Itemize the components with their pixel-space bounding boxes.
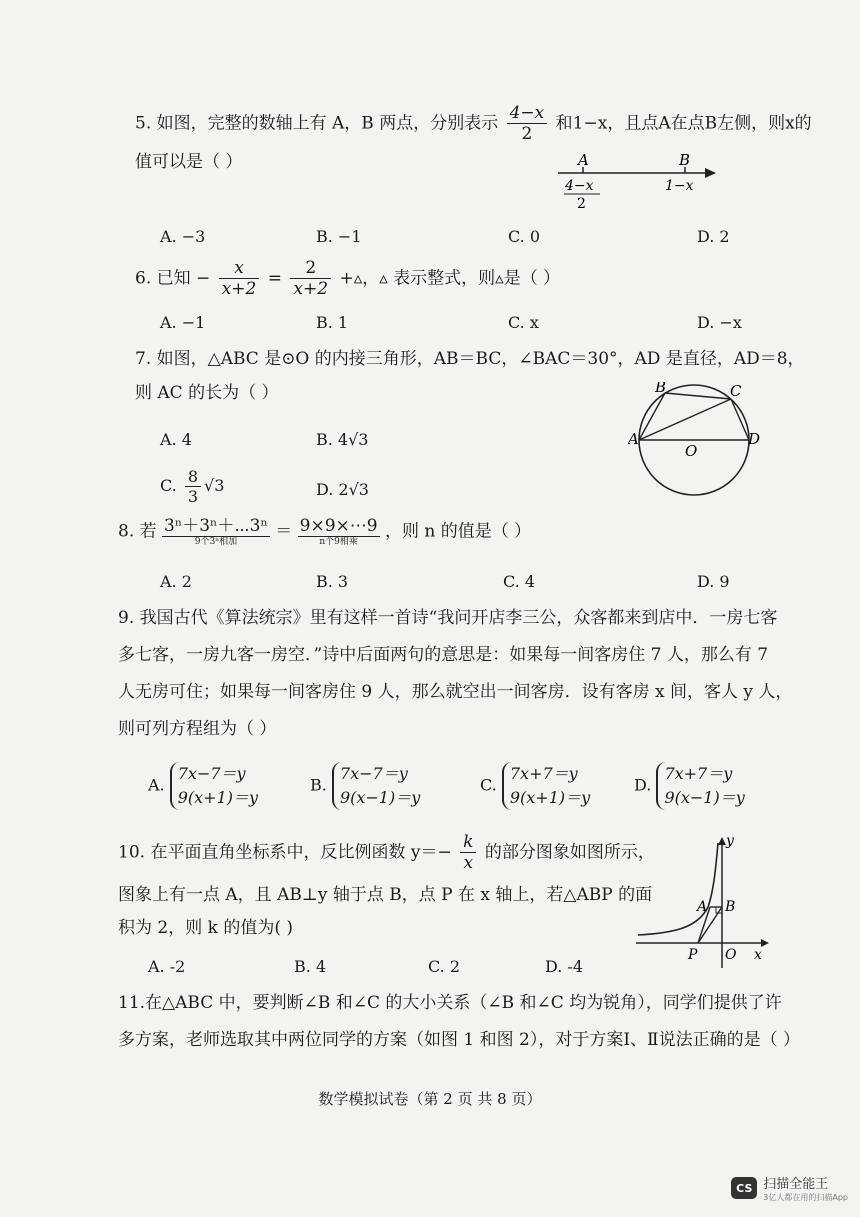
q7-fig-C: C bbox=[730, 382, 742, 400]
camscanner-logo-icon: CS bbox=[731, 1177, 757, 1199]
q5-fig-label-B: B bbox=[679, 151, 691, 169]
q5-fig-label-B-value: 1−x bbox=[665, 178, 694, 194]
q5-option-b[interactable]: B. −1 bbox=[316, 227, 362, 246]
q6-stem: 6. 已知 − $\frac{x}{x+2}$ = $\frac{2}{x+2}$ +▵，▵ 表示整式，则▵是（ ） bbox=[135, 258, 561, 300]
q10-fraction: $\frac{k}{x}$ bbox=[460, 832, 476, 874]
q7-line2: 则 AC 的长为（ ） bbox=[135, 383, 279, 403]
q5-fraction: $\frac{4-x}{2}$ bbox=[507, 103, 548, 145]
scanner-watermark bbox=[731, 1173, 848, 1203]
q5-line1: 5. 如图，完整的数轴上有 A，B 两点，分别表示 $\frac{4-x}{2}$ 和1−x，且点A在点B左侧，则x的 bbox=[135, 103, 812, 145]
q7-option-c[interactable]: C. $\frac{8}{3}$ √3 bbox=[160, 467, 225, 506]
q8-option-d[interactable]: D. 9 bbox=[697, 572, 730, 591]
q7-fig-B: B bbox=[655, 382, 667, 396]
q10-fig-P: P bbox=[688, 947, 698, 963]
q8-brace-2: 9×9×⋯9 n个9相乘 bbox=[299, 516, 378, 548]
q5-line2: 值可以是（ ） bbox=[135, 152, 243, 172]
q10-option-b[interactable]: B. 4 bbox=[294, 957, 327, 976]
q10-fig-B: B bbox=[725, 899, 736, 915]
q6-fraction-2: $\frac{2}{x+2}$ bbox=[290, 258, 331, 300]
q10-fig-O: O bbox=[725, 947, 737, 963]
q8-option-b[interactable]: B. 3 bbox=[316, 572, 349, 591]
q5-option-d[interactable]: D. 2 bbox=[697, 227, 730, 246]
q5-fig-label-A-den: 2 bbox=[577, 196, 586, 212]
q10-line2: 图象上有一点 A，且 AB⊥y 轴于点 B，点 P 在 x 轴上，若△ABP 的面 bbox=[118, 885, 653, 905]
q8-option-c[interactable]: C. 4 bbox=[503, 572, 536, 591]
q10-fig-x: x bbox=[754, 947, 762, 963]
q9-option-d[interactable]: D. 7x+7＝y 9(x−1)＝y bbox=[634, 762, 745, 810]
q10-fig-A: A bbox=[697, 899, 708, 915]
q6-option-d[interactable]: D. −x bbox=[697, 313, 742, 332]
q9-line4: 则可列方程组为（ ） bbox=[118, 719, 277, 739]
q7-circle-figure bbox=[628, 382, 768, 512]
q5-option-a[interactable]: A. −3 bbox=[160, 227, 206, 246]
q10-fig-y: y bbox=[726, 835, 734, 849]
q6-option-a[interactable]: A. −1 bbox=[160, 313, 206, 332]
page-footer: 数学模拟试卷（第 2 页 共 8 页） bbox=[318, 1090, 542, 1108]
watermark-subtitle: 3亿人都在用的扫描App bbox=[763, 1193, 848, 1202]
q8-stem: 8. 若 3ⁿ＋3ⁿ＋⋯3ⁿ 9个3ⁿ相加 ＝ 9×9×⋯9 n个9相乘 ，则 n 的值是（ ） bbox=[118, 516, 532, 548]
q8-option-a[interactable]: A. 2 bbox=[160, 572, 192, 591]
q5-number-line-figure bbox=[550, 150, 720, 215]
q9-option-b[interactable]: B. 7x−7＝y 9(x−1)＝y bbox=[310, 762, 420, 810]
q7-option-b[interactable]: B. 4√3 bbox=[316, 430, 369, 449]
q10-graph-figure bbox=[636, 835, 771, 970]
q5-option-c[interactable]: C. 0 bbox=[508, 227, 541, 246]
q7-fig-A: A bbox=[628, 430, 639, 448]
q7-line1: 7. 如图，△ABC 是⊙O 的内接三角形，AB＝BC，∠BAC＝30°，AD 是直径，AD＝8， bbox=[135, 349, 805, 369]
q7-option-d[interactable]: D. 2√3 bbox=[316, 480, 369, 499]
q11-line1: 11.在△ABC 中，要判断∠B 和∠C 的大小关系（∠B 和∠C 均为锐角），同学们提供了许 bbox=[118, 993, 782, 1013]
q6-option-c[interactable]: C. x bbox=[508, 313, 539, 332]
q7-fig-O: O bbox=[685, 442, 698, 460]
q6-option-b[interactable]: B. 1 bbox=[316, 313, 349, 332]
q7-option-a[interactable]: A. 4 bbox=[160, 430, 192, 449]
q9-line3: 人无房可住；如果每一间客房住 9 人，那么就空出一间客房．设有客房 x 间，客人 y 人， bbox=[118, 682, 793, 702]
watermark-name: 扫描全能王 bbox=[763, 1177, 829, 1192]
q10-line3: 积为 2，则 k 的值为( ) bbox=[118, 918, 293, 938]
q9-line1: 9. 我国古代《算法统宗》里有这样一首诗“我问开店李三公，众客都来到店中．一房七客 bbox=[118, 608, 778, 628]
q11-line2: 多方案，老师选取其中两位同学的方案（如图 1 和图 2），对于方案Ⅰ、Ⅱ说法正确的是（ ） bbox=[118, 1030, 801, 1050]
q6-fraction-1: $\frac{x}{x+2}$ bbox=[219, 258, 260, 300]
q10-option-c[interactable]: C. 2 bbox=[428, 957, 461, 976]
q5-fig-label-A: A bbox=[578, 151, 589, 169]
q9-line2: 多七客，一房九客一房空．”诗中后面两句的意思是：如果每一间客房住 7 人，那么有 7 bbox=[118, 645, 769, 665]
q10-option-a[interactable]: A. -2 bbox=[148, 957, 186, 976]
q9-option-a[interactable]: A. 7x−7＝y 9(x+1)＝y bbox=[148, 762, 258, 810]
q9-option-c[interactable]: C. 7x+7＝y 9(x+1)＝y bbox=[480, 762, 590, 810]
q7-fig-D: D bbox=[748, 430, 761, 448]
q10-option-d[interactable]: D. -4 bbox=[545, 957, 584, 976]
q8-brace-1: 3ⁿ＋3ⁿ＋⋯3ⁿ 9个3ⁿ相加 bbox=[164, 516, 268, 548]
q5-fig-label-A-num: 4−x bbox=[565, 178, 594, 194]
q10-line1: 10. 在平面直角坐标系中，反比例函数 y＝− $\frac{k}{x}$ 的部分图象如图所示， bbox=[118, 832, 655, 874]
